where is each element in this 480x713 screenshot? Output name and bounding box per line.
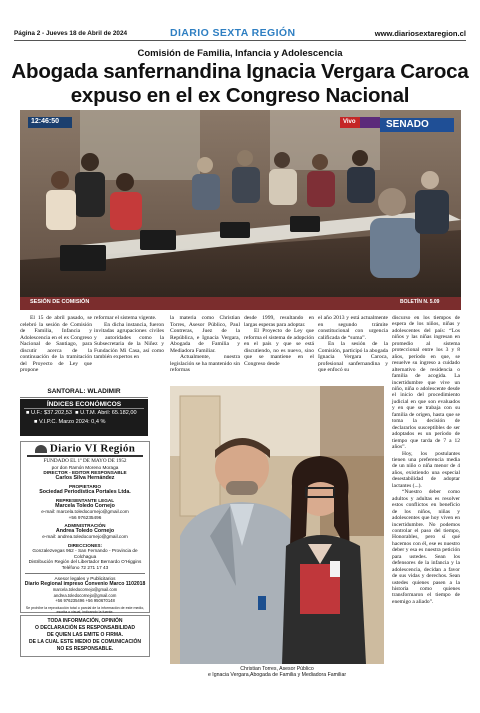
economic-indices-box (20, 399, 148, 436)
article-column-1 (20, 315, 92, 374)
masthead-logo (27, 442, 143, 457)
address-label: DIRECCIONES: (67, 542, 103, 548)
rep-email: e-mail: marcela.toledocornejo@gmail.com (41, 509, 129, 514)
reproduction-notice: Se prohíbe la reproducción total o parcial de la información de este medio, escrita o visual, indicando la fuente. (25, 605, 145, 614)
ipc-value: V.I.P.C. Marzo 2024: 0,4 % (38, 419, 106, 425)
logo-icon (35, 445, 47, 453)
legal-phones: +56 976235496 +56 950670148 (55, 598, 115, 603)
paragraph: Actualmente, nuestra legislación se ha mantenido sin reformas (170, 354, 240, 374)
admin-email: e-mail: andrea.toledocornejo@gmail.com (42, 534, 128, 539)
paragraph: El Proyecto de Ley que reforma el sistema de adopción en el país y que se está discutiendo, no es nuevo, sino que se mantiene en el Congreso desde (244, 328, 314, 367)
rep-name: Marcela Toledo Cornejo (55, 502, 115, 509)
header-divider (14, 40, 466, 41)
portrait-photo (170, 386, 384, 664)
director-name: Carlos Silva Hernández (55, 474, 115, 481)
website-url[interactable]: www.diariosextaregion.cl (374, 29, 466, 38)
masthead-box (20, 441, 150, 613)
caption-line-1: Christian Torres, Asesor Público (240, 666, 314, 672)
legal-text: Diario Regional impreso Convenio Marco 1102018 (24, 580, 146, 587)
newspaper-name: DIARIO SEXTA REGIÓN (170, 27, 296, 39)
session-label: SESIÓN DE COMISIÓN (30, 299, 90, 305)
article-column-2 (94, 315, 164, 361)
committee-session-photo (20, 110, 461, 310)
notice-line: O DECLARACIÓN ES RESPONSABILIDAD (34, 625, 135, 631)
indices-row-1 (20, 409, 148, 418)
bullet-icon: ■ (26, 410, 31, 416)
indices-row-2 (20, 418, 148, 427)
committee-scene-illustration (20, 110, 461, 310)
notice-line: NO ES RESPONSABLE. (56, 646, 114, 652)
bulletin-label: BOLETÍN N. 5.09 (400, 299, 440, 305)
responsibility-notice (20, 615, 150, 657)
paragraph: “Nuestro deber como adultos y adultas es resolver estos conflictos en beneficio de los niños, niñas y adolescentes que hoy viven en incertidumbre. No podemos controlar el paso del tiempo, Honorables, pero sí qué hacemos con él, ese es nuestro deber y esa es nuestra petición para ustedes. Sean los defensores de la infancia y la adolescencia, decidan a favor de sus vidas y derechos. Sean ustedes quienes pasen a la historia como quienes transformaron el tiempo de enemigo a aliado”. (392, 489, 460, 605)
live-badge: Vivo (343, 119, 356, 125)
paragraph: En la sesión de la Comisión, participó la abogada Ignacia Vergara Caroca, profesional sanfernandina y que enfocó su (318, 341, 388, 374)
article-column-3 (170, 315, 240, 374)
owner-label: PROPIETARIO (69, 484, 101, 489)
broadcast-clock: 12:46:50 (31, 118, 60, 125)
indices-title: ÍNDICES ECONÓMICOS (24, 399, 144, 409)
headline-line-2: expuso en el ex Congreso Nacional (70, 84, 410, 107)
paragraph: El 15 de abril pasado, se celebró la sesión de Comisión de Familia, Infancia y Adolescencia en el ex Congreso Nacional de Santiago, para discutir acerca de la continuación de la tramitación del Proyecto de Ley que propone (20, 315, 92, 374)
founder-line: por don Ramón Moreno Moraga (51, 464, 119, 470)
paragraph: discurso en los tiempos de espera de los niños, niñas y adolescentes del país: “Los niños y las niñas ingresan en promedio al sistema proteccional entre los 3 y 8 años, período en que, se resuelve su ingreso a cuidado alternativo de residencia o familia de acogida. La incertidumbre que vive un niño, niña o adolescente desde el inicio del procedimiento judicial en que son evaluados y en que se trabaja con su familia de origen, hasta que se toma la decisión de declararlos susceptibles de ser adoptados es un período de tiempo que tarda de 7 a 12 años”. (392, 315, 460, 451)
legal-emails: marcela.toledocornejo@gmail.com andrea.toledocornejo@gmail.com (52, 587, 118, 598)
portrait-caption (170, 666, 384, 679)
paragraph: el año 2013 y está actualmente en segundo trámite constitucional con urgencia calificada de “suma”. (318, 315, 388, 341)
bullet-icon: ■ (73, 410, 81, 416)
notice-line: TODA INFORMACIÓN, OPINIÓN (47, 618, 123, 624)
distribution: Distribución Región del Libertador Bernardo O'Higgins (28, 559, 142, 564)
notice-line: DE QUIEN LAS EMITE O FIRMA. (46, 632, 124, 638)
article-column-4 (244, 315, 314, 367)
paragraph: reformar el sistema vigente. (94, 315, 157, 321)
channel-logo: SENADO (386, 119, 429, 130)
admin-label: ADMINISTRACIÓN (64, 523, 106, 528)
headline-line-1: Abogada sanfernandina Ignacia Vergara Caroca (11, 60, 469, 83)
uf-value: U.F.: $37.202,53 (30, 410, 72, 416)
rep-phone: +56 976235496 (68, 514, 102, 520)
paragraph: desde 1999, resultando en largas esperas para adoptar. (244, 315, 314, 328)
director-label: DIRECTOR - EDITOR RESPONSABLE (43, 470, 127, 475)
article-kicker: Comisión de Familia, Infancia y Adolescencia (137, 48, 343, 59)
caption-line-2: e Ignacia Vergara,Abogada de Familia y Mediadora Familiar (207, 672, 347, 679)
logo-text: Diario VI Región (49, 442, 136, 455)
address: Gonzalezvegas 962 - San Fernando - Provincia de Colchagua (32, 548, 138, 559)
rep-label: REPRESENTANTE LEGAL (55, 498, 115, 503)
legal-label: Asesor legales y Publicitarios (25, 573, 145, 582)
owner-name: Sociedad Periodística Portales Ltda. (39, 488, 131, 495)
santoral: SANTORAL: WLADIMIR (20, 388, 148, 398)
notice-line: DE LA CUAL ESTE MEDIO DE COMUNICACIÓN (29, 639, 141, 645)
paragraph: Hoy, los postulantes tienen una preferencia media de un niño o niña menor de 4 años, existiendo una especial desestabilidad de adoptar lactantes (...). (392, 450, 460, 489)
article-column-5 (318, 315, 388, 374)
founded-line: FUNDADO EL 1º DE MAYO DE 1952 (43, 458, 127, 464)
paragraph: la materia como Christian Torres, Asesor Público, Paul Contreras, Juez de la República, e Ignacia Vergara, Abogada de Familia y Mediadora Familiar. (170, 315, 240, 354)
phone: Teléfono 72 271 17 43 (61, 564, 109, 570)
admin-name: Andrea Toledo Cornejo (55, 527, 115, 534)
paragraph: En dicha instancia, fueron invitadas agrupaciones civiles y autoridades como la Subsecretaria de la Niñez y Fundación Mi Casa, así como también expertos en (94, 321, 164, 361)
portrait-illustration (170, 386, 384, 664)
article-headline (10, 60, 470, 108)
page-number-date: Página 2 - Jueves 18 de Abril de 2024 (14, 30, 128, 37)
article-column-6 (392, 315, 460, 605)
bullet-icon: ■ (34, 419, 39, 425)
utm-value: U.T.M. Abril: 65.182,00 (80, 410, 137, 416)
